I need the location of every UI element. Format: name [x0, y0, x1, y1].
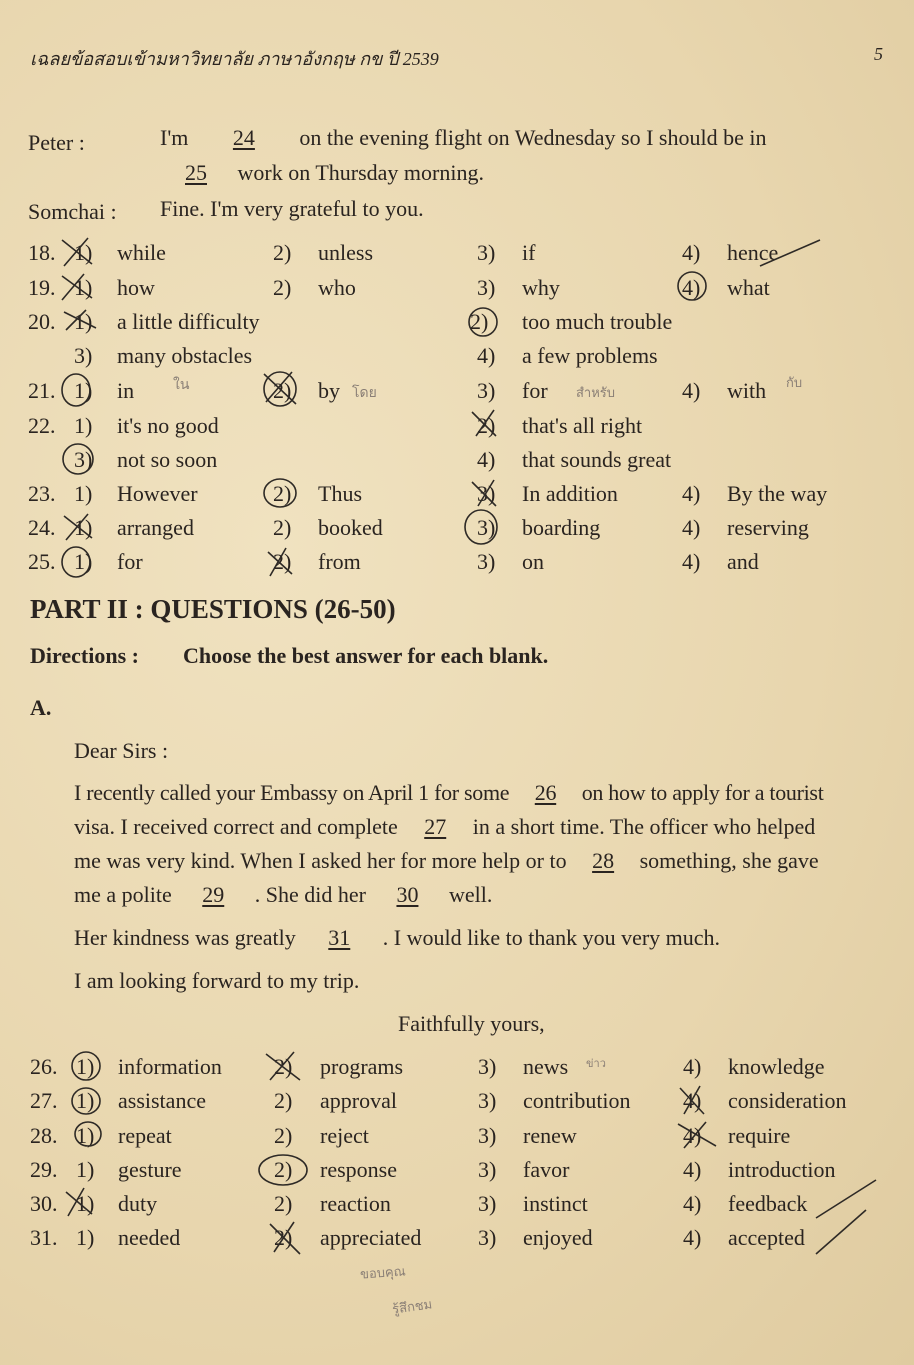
option-text: too much trouble — [522, 309, 673, 334]
option-text: who — [318, 275, 356, 300]
letter-text: in a short time. The officer who helped — [472, 814, 816, 839]
option-text: feedback — [728, 1191, 808, 1216]
letter-text: Her kindness was greatly — [74, 925, 296, 950]
option-number: 4) — [683, 1123, 702, 1148]
option-number: 3) — [477, 275, 496, 300]
option-text: require — [728, 1123, 791, 1148]
option-number: 1) — [74, 549, 93, 574]
option-number: 3) — [478, 1088, 497, 1113]
option-number: 4) — [683, 1054, 702, 1079]
option-number: 1) — [76, 1088, 95, 1113]
handwritten-note: ขอบคุณ — [359, 1264, 407, 1283]
option-number: 2) — [274, 1225, 293, 1250]
option-number: 3) — [478, 1225, 497, 1250]
option-number: 3) — [477, 240, 496, 265]
option-number: 2) — [273, 378, 292, 403]
question-number: 22. — [28, 413, 56, 438]
letter-text: something, she gave — [639, 848, 819, 873]
option-text: many obstacles — [117, 343, 253, 368]
option-number: 2) — [274, 1054, 293, 1079]
option-text: approval — [320, 1088, 397, 1113]
option-number: 2) — [274, 1157, 293, 1182]
letter-line — [74, 780, 824, 806]
dialogue-line-peter-2 — [160, 160, 484, 186]
option-number: 4) — [682, 515, 701, 540]
option-number: 3) — [74, 343, 93, 368]
option-number: 4) — [682, 481, 701, 506]
option-number: 1) — [74, 275, 93, 300]
option-text: appreciated — [320, 1225, 422, 1250]
option-number: 4) — [683, 1157, 702, 1182]
option-text: that sounds great — [522, 447, 672, 472]
letter-salutation: Dear Sirs : — [74, 738, 169, 763]
option-text: what — [727, 275, 770, 300]
option-text: a few problems — [522, 343, 658, 368]
option-text: assistance — [118, 1088, 206, 1113]
option-number: 1) — [74, 240, 93, 265]
letter-closing: Faithfully yours, — [398, 1011, 545, 1036]
page-header-title: เฉลยข้อสอบเข้ามหาวิทยาลัย ภาษาอังกฤษ กข ปี 2539 — [30, 49, 439, 69]
question-number: 28. — [30, 1123, 58, 1148]
option-number: 2) — [273, 240, 292, 265]
option-text: accepted — [728, 1225, 805, 1250]
part2-heading: PART II : QUESTIONS (26-50) — [30, 594, 396, 624]
option-text: consideration — [728, 1088, 847, 1113]
question-number: 19. — [28, 275, 56, 300]
dialogue-text: I'm — [160, 125, 189, 150]
option-text: with — [727, 378, 767, 403]
letter-text: . She did her — [254, 882, 366, 907]
option-number: 1) — [76, 1157, 95, 1182]
question-number: 23. — [28, 481, 56, 506]
option-text: it's no good — [117, 413, 219, 438]
option-number: 4) — [683, 1225, 702, 1250]
page-number: 5 — [874, 44, 883, 64]
handwritten-note: รู้สึกชม — [391, 1297, 434, 1318]
option-number: 3) — [478, 1157, 497, 1182]
option-text: reaction — [320, 1191, 391, 1216]
option-text: arranged — [117, 515, 194, 540]
option-number: 4) — [683, 1088, 702, 1113]
letter-text: on how to apply for a tourist — [581, 780, 824, 805]
option-text: In addition — [522, 481, 618, 506]
option-text: in — [117, 378, 135, 403]
question-number: 29. — [30, 1157, 58, 1182]
option-text: duty — [118, 1191, 158, 1216]
option-text: gesture — [118, 1157, 182, 1182]
question-number: 31. — [30, 1225, 58, 1250]
option-number: 1) — [74, 515, 93, 540]
blank-29: 29 — [202, 882, 225, 907]
option-text: for — [522, 378, 548, 403]
option-text: reserving — [727, 515, 809, 540]
option-text: instinct — [523, 1191, 588, 1216]
option-number: 1) — [76, 1054, 95, 1079]
option-number: 4) — [477, 447, 496, 472]
blank-31: 31 — [328, 925, 351, 950]
option-number: 3) — [74, 447, 93, 472]
option-text: introduction — [728, 1157, 836, 1182]
option-text: a little difficulty — [117, 309, 260, 334]
option-number: 3) — [477, 515, 496, 540]
option-number: 4) — [682, 549, 701, 574]
dialogue-text: work on Thursday morning. — [237, 160, 484, 185]
question-number: 30. — [30, 1191, 58, 1216]
directions-label: Directions : — [30, 643, 139, 668]
option-text: programs — [320, 1054, 404, 1079]
option-number: 1) — [74, 378, 93, 403]
question-number: 21. — [28, 378, 56, 403]
option-text: and — [727, 549, 759, 574]
option-number: 2) — [477, 413, 496, 438]
option-number: 1) — [76, 1225, 95, 1250]
option-text: not so soon — [117, 447, 218, 472]
option-text: booked — [318, 515, 383, 540]
question-number: 24. — [28, 515, 56, 540]
speaker-peter: Peter : — [28, 130, 85, 155]
option-text: information — [118, 1054, 222, 1079]
option-text: enjoyed — [523, 1225, 593, 1250]
option-text: boarding — [522, 515, 601, 540]
option-number: 1) — [74, 481, 93, 506]
option-number: 3) — [478, 1123, 497, 1148]
option-text: why — [522, 275, 560, 300]
letter-text: me was very kind. When I asked her for more help or to — [74, 848, 567, 873]
option-text: unless — [318, 240, 373, 265]
question-number: 27. — [30, 1088, 58, 1113]
letter-line: I am looking forward to my trip. — [74, 968, 360, 993]
option-number: 3) — [478, 1054, 497, 1079]
option-number: 1) — [76, 1123, 95, 1148]
option-number: 2) — [274, 1088, 293, 1113]
option-number: 2) — [274, 1191, 293, 1216]
letter-text: me a polite — [74, 882, 172, 907]
blank-30: 30 — [396, 882, 419, 907]
directions-text: Choose the best answer for each blank. — [183, 643, 549, 668]
letter-line — [74, 814, 815, 840]
option-text: by — [318, 378, 340, 403]
slash-mark — [816, 1180, 876, 1218]
letter-line — [74, 848, 819, 874]
option-number: 2) — [273, 515, 292, 540]
option-text: favor — [523, 1157, 570, 1182]
dialogue-line-peter — [160, 125, 767, 151]
option-text: that's all right — [522, 413, 643, 438]
question-number: 25. — [28, 549, 56, 574]
option-number: 3) — [478, 1191, 497, 1216]
option-number: 4) — [682, 275, 701, 300]
letter-text: well. — [448, 882, 493, 907]
option-number: 3) — [477, 549, 496, 574]
blank-26: 26 — [534, 780, 557, 805]
option-number: 2) — [273, 549, 292, 574]
option-text: on — [522, 549, 544, 574]
dialogue-text: on the evening flight on Wednesday so I should be in — [299, 125, 767, 150]
option-number: 2) — [274, 1123, 293, 1148]
letter-text: . I would like to thank you very much. — [382, 925, 721, 950]
option-number: 4) — [682, 378, 701, 403]
letter-text: visa. I received correct and complete — [74, 814, 398, 839]
speaker-somchai: Somchai : — [28, 199, 117, 224]
blank-24: 24 — [232, 125, 255, 150]
option-text: reject — [320, 1123, 369, 1148]
option-text: for — [117, 549, 143, 574]
option-number: 1) — [76, 1191, 95, 1216]
option-text: needed — [118, 1225, 181, 1250]
option-text: By the way — [727, 481, 828, 506]
handwritten-note: ใน — [173, 377, 190, 393]
dialogue-line-somchai: Fine. I'm very grateful to you. — [160, 196, 424, 221]
slash-mark — [816, 1210, 866, 1254]
blank-27: 27 — [424, 814, 447, 839]
option-text: news — [523, 1054, 569, 1079]
option-number: 1) — [74, 413, 93, 438]
letter-line — [74, 925, 720, 951]
question-number: 20. — [28, 309, 56, 334]
option-number: 4) — [682, 240, 701, 265]
option-number: 3) — [477, 378, 496, 403]
option-number: 4) — [683, 1191, 702, 1216]
handwritten-note: สำหรับ — [576, 386, 616, 401]
question-number: 18. — [28, 240, 56, 265]
option-text: Thus — [318, 481, 362, 506]
blank-28: 28 — [592, 848, 615, 873]
option-text: while — [117, 240, 166, 265]
option-text: contribution — [523, 1088, 631, 1113]
option-text: from — [318, 549, 361, 574]
handwritten-note: โดย — [352, 385, 377, 401]
option-number: 2) — [470, 309, 489, 334]
option-text: knowledge — [728, 1054, 825, 1079]
option-number: 3) — [477, 481, 496, 506]
option-text: renew — [523, 1123, 577, 1148]
option-number: 2) — [273, 275, 292, 300]
option-text: response — [320, 1157, 397, 1182]
letter-line — [74, 882, 492, 908]
handwritten-note: กับ — [786, 376, 803, 391]
option-text: how — [117, 275, 155, 300]
option-number: 1) — [74, 309, 93, 334]
letter-text: I recently called your Embassy on April 1 for some — [74, 780, 510, 805]
blank-25: 25 — [185, 160, 207, 185]
option-text: if — [522, 240, 536, 265]
option-text: However — [117, 481, 198, 506]
option-text: hence — [727, 240, 779, 265]
section-label: A. — [30, 695, 52, 720]
option-number: 4) — [477, 343, 496, 368]
handwritten-note: ข่าว — [586, 1057, 606, 1070]
option-text: repeat — [118, 1123, 172, 1148]
question-number: 26. — [30, 1054, 58, 1079]
option-number: 2) — [273, 481, 292, 506]
